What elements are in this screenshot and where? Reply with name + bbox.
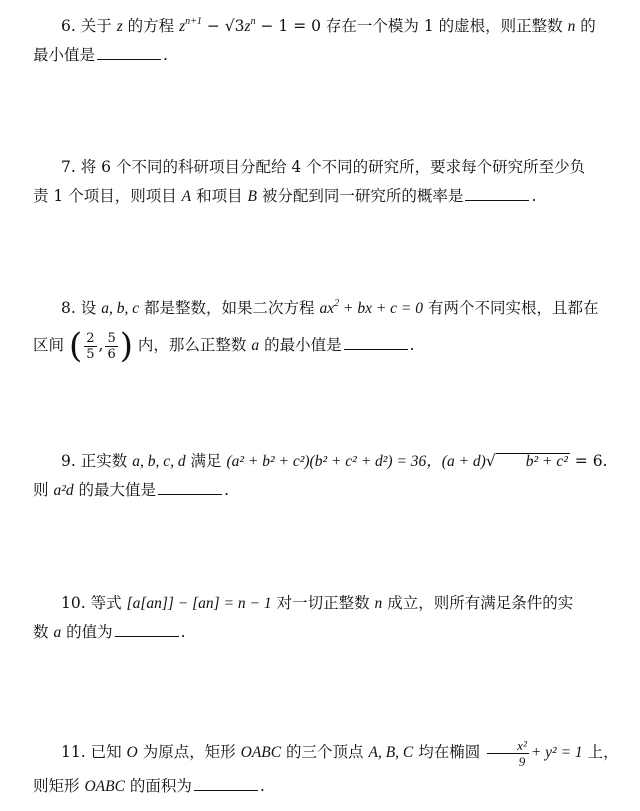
answer-blank[interactable] — [344, 348, 408, 350]
problem-8-line-1: 8. 设 a, b, c 都是整数，如果二次方程 $ax^2$ + bx + c = 0 有两个不同实根，且都在 — [61, 298, 599, 317]
problem-6-line-2: 最小值是 . — [33, 46, 168, 64]
answer-blank[interactable] — [158, 493, 222, 495]
problem-9-line-1: 9. 正实数 a, b, c, d 满足 (a² + b² + c²)(b² + c² + d²) = 36，(a + d)√ b² + c² = 6. — [61, 452, 608, 470]
answer-blank[interactable] — [465, 199, 529, 201]
problem-7-line-2: 责 1 个项目，则项目 A 和项目 B 被分配到同一研究所的概率是 . — [33, 187, 537, 205]
problem-10-line-1: 10. 等式 [a[an]] − [an] = n − 1 对一切正整数 n 成立，则所有满足条件的实 — [61, 594, 574, 612]
problem-number: 7. — [61, 158, 76, 176]
answer-blank[interactable] — [115, 635, 179, 637]
problem-6 — [33, 12, 627, 70]
interval: ( $\frac{2}{5}$ , $\frac{5}{6}$ ) — [68, 326, 133, 366]
problem-8 — [33, 294, 627, 368]
problem-number: 8. — [61, 299, 76, 317]
problem-number: 6. — [61, 17, 76, 35]
problem-8-line-2: 区间 ( $\frac{2}{5}$ , $\frac{5}{6}$ ) 内，那么正整数 a 的最小值是 . — [33, 326, 415, 366]
problem-11-line-1: 11. 已知 O 为原点，矩形 OABC 的三个顶点 A, B, C 均在椭圆 $\frac{\text{x²}}{9}$ + y² = 1 上， — [61, 737, 619, 769]
problem-11-line-2: 则矩形 OABC 的面积为 . — [33, 777, 265, 795]
ellipse-equation: $\frac{\text{x²}}{9}$ + y² = 1 — [485, 743, 583, 761]
problem-9 — [33, 447, 627, 505]
problem-11 — [33, 733, 627, 801]
answer-blank[interactable] — [194, 789, 258, 791]
problem-7-line-1: 7. 将 6 个不同的科研项目分配给 4 个不同的研究所，要求每个研究所至少负 — [61, 158, 586, 176]
problem-6-line-1: 6. 关于 z 的方程 $z^{n+1} - √3z^n - 1 = 0$ 存在一个模为 1 的虚根，则正整数 n 的 — [61, 16, 596, 35]
equation: [a[an]] − [an] = n − 1 — [126, 595, 272, 612]
problem-7 — [33, 153, 627, 211]
problem-9-line-2: 则 a²d 的最大值是 . — [33, 481, 229, 499]
problem-number: 10. — [61, 594, 86, 612]
equation: (a² + b² + c²)(b² + c² + d²) = 36，(a + d)√ b² + c² = 6. — [226, 452, 608, 470]
problem-10 — [33, 589, 627, 647]
equation: $z^{n+1} - √3z^n - 1 = 0$ — [179, 16, 321, 35]
problem-10-line-2: 数 a 的值为 . — [33, 623, 186, 641]
problem-number: 11. — [61, 743, 86, 761]
equation: $ax^2$ + bx + c = 0 — [319, 298, 423, 317]
problem-number: 9. — [61, 452, 76, 470]
answer-blank[interactable] — [97, 58, 161, 60]
